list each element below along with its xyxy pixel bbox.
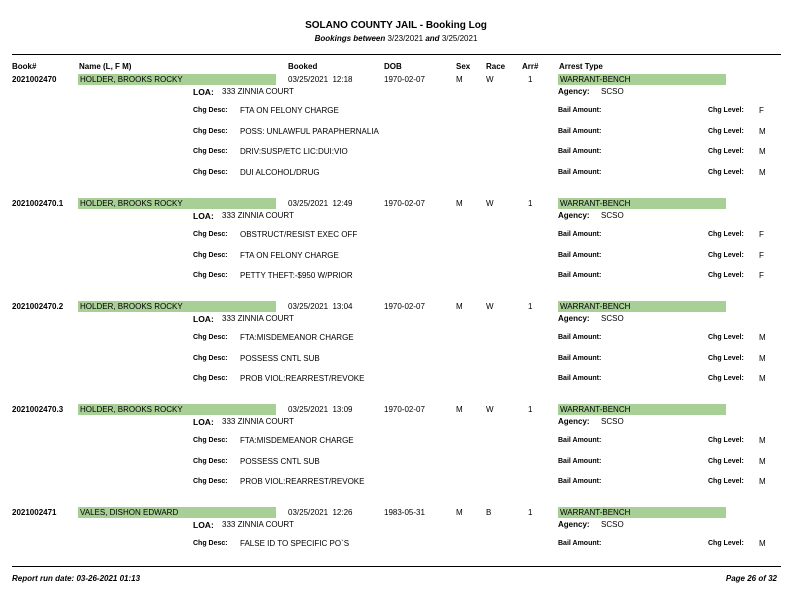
- booked-datetime: 03/25/2021 13:04: [288, 302, 353, 311]
- agency-label: Agency:: [558, 417, 590, 426]
- loa-label: LOA:: [193, 314, 214, 324]
- chg-desc-label: Chg Desc:: [193, 437, 228, 444]
- booked-datetime: 03/25/2021 12:26: [288, 508, 353, 517]
- agency-label: Agency:: [558, 314, 590, 323]
- loa-value: 333 ZINNIA COURT: [222, 314, 294, 323]
- chg-level-value: M: [759, 147, 766, 156]
- bail-amount-label: Bail Amount:: [558, 437, 602, 444]
- chg-desc-value: PETTY THEFT:-$950 W/PRIOR: [240, 271, 353, 280]
- dob-value: 1970-02-07: [384, 405, 425, 414]
- sex-value: M: [456, 405, 463, 414]
- book-number: 2021002470: [12, 75, 57, 84]
- agency-value: SCSO: [601, 417, 624, 426]
- chg-level-value: M: [759, 456, 766, 466]
- loa-label: LOA:: [193, 211, 214, 221]
- col-name: Name (L, F M): [79, 62, 132, 71]
- chg-level-label: Chg Level:: [708, 251, 744, 259]
- chg-level-label: Chg Level:: [708, 354, 744, 362]
- book-number: 2021002471: [12, 508, 57, 517]
- arrest-type-value: WARRANT-BENCH: [560, 405, 631, 414]
- arrest-type-value: WARRANT-BENCH: [560, 199, 631, 208]
- agency-value: SCSO: [601, 87, 624, 96]
- chg-level-label: Chg Level:: [708, 457, 744, 465]
- sex-value: M: [456, 302, 463, 311]
- report-run-date: Report run date: 03-26-2021 01:13: [12, 574, 141, 583]
- chg-level-label: Chg Level:: [708, 437, 744, 444]
- footer-rule: [12, 566, 781, 567]
- chg-desc-value: OBSTRUCT/RESIST EXEC OFF: [240, 230, 358, 239]
- agency-label: Agency:: [558, 87, 590, 96]
- bail-amount-label: Bail Amount:: [558, 334, 602, 341]
- chg-desc-label: Chg Desc:: [193, 272, 228, 279]
- bail-amount-label: Bail Amount:: [558, 107, 602, 114]
- chg-desc-value: PROB VIOL:REARREST/REVOKE: [240, 477, 365, 486]
- bail-amount-label: Bail Amount:: [558, 375, 602, 382]
- bail-amount-label: Bail Amount:: [558, 272, 602, 279]
- bail-amount-label: Bail Amount:: [558, 231, 602, 238]
- chg-desc-value: DRIV:SUSP/ETC LIC:DUI:VIO: [240, 147, 348, 156]
- chg-level-label: Chg Level:: [708, 231, 744, 238]
- loa-label: LOA:: [193, 520, 214, 530]
- agency-label: Agency:: [558, 211, 590, 220]
- col-race: Race: [486, 62, 506, 71]
- arrest-number: 1: [528, 405, 533, 414]
- race-value: W: [486, 75, 494, 84]
- chg-desc-label: Chg Desc:: [193, 127, 228, 135]
- inmate-name: HOLDER, BROOKS ROCKY: [80, 199, 183, 208]
- chg-level-value: F: [759, 250, 764, 260]
- col-arr: Arr#: [522, 62, 539, 71]
- inmate-name: HOLDER, BROOKS ROCKY: [80, 302, 183, 311]
- col-arrest-type: Arrest Type: [559, 62, 603, 71]
- loa-value: 333 ZINNIA COURT: [222, 211, 294, 220]
- chg-level-label: Chg Level:: [708, 375, 744, 382]
- chg-desc-value: PROB VIOL:REARREST/REVOKE: [240, 374, 365, 383]
- dob-value: 1970-02-07: [384, 75, 425, 84]
- sex-value: M: [456, 199, 463, 208]
- col-book: Book#: [12, 62, 37, 71]
- inmate-name: HOLDER, BROOKS ROCKY: [80, 405, 183, 414]
- chg-desc-value: FTA ON FELONY CHARGE: [240, 106, 339, 115]
- agency-value: SCSO: [601, 314, 624, 323]
- arrest-number: 1: [528, 508, 533, 517]
- chg-desc-label: Chg Desc:: [193, 457, 228, 465]
- chg-desc-value: DUI ALCOHOL/DRUG: [240, 167, 320, 177]
- arrest-type-value: WARRANT-BENCH: [560, 508, 631, 517]
- chg-level-label: Chg Level:: [708, 107, 744, 114]
- loa-value: 333 ZINNIA COURT: [222, 520, 294, 529]
- sex-value: M: [456, 75, 463, 84]
- chg-level-value: M: [759, 353, 766, 363]
- chg-desc-value: FTA ON FELONY CHARGE: [240, 250, 339, 260]
- chg-desc-label: Chg Desc:: [193, 107, 228, 114]
- chg-level-value: M: [759, 333, 766, 342]
- chg-desc-label: Chg Desc:: [193, 354, 228, 362]
- arrest-number: 1: [528, 302, 533, 311]
- bail-amount-label: Bail Amount:: [558, 251, 602, 259]
- chg-level-value: M: [759, 167, 766, 177]
- chg-level-value: M: [759, 477, 766, 486]
- chg-desc-value: FTA:MISDEMEANOR CHARGE: [240, 436, 354, 445]
- booked-datetime: 03/25/2021 13:09: [288, 405, 353, 414]
- loa-label: LOA:: [193, 417, 214, 427]
- chg-level-label: Chg Level:: [708, 148, 744, 155]
- arrest-number: 1: [528, 199, 533, 208]
- inmate-name: VALES, DISHON EDWARD: [80, 508, 179, 517]
- chg-level-value: F: [759, 106, 764, 115]
- chg-desc-label: Chg Desc:: [193, 375, 228, 382]
- chg-level-label: Chg Level:: [708, 334, 744, 341]
- subtitle-prefix: Bookings between: [314, 34, 386, 43]
- bail-amount-label: Bail Amount:: [558, 148, 602, 155]
- chg-level-value: F: [759, 271, 764, 280]
- loa-value: 333 ZINNIA COURT: [222, 87, 294, 96]
- agency-label: Agency:: [558, 520, 590, 529]
- chg-desc-label: Chg Desc:: [193, 334, 228, 341]
- race-value: W: [486, 405, 494, 414]
- arrest-type-value: WARRANT-BENCH: [560, 75, 631, 84]
- chg-desc-value: FTA:MISDEMEANOR CHARGE: [240, 333, 354, 342]
- bail-amount-label: Bail Amount:: [558, 540, 602, 547]
- col-sex: Sex: [456, 62, 471, 71]
- booked-datetime: 03/25/2021 12:18: [288, 75, 353, 84]
- chg-desc-label: Chg Desc:: [193, 148, 228, 155]
- inmate-name: HOLDER, BROOKS ROCKY: [80, 75, 183, 84]
- col-dob: DOB: [384, 62, 402, 71]
- book-number: 2021002470.3: [12, 405, 64, 414]
- chg-level-value: M: [759, 539, 766, 548]
- chg-level-value: M: [759, 436, 766, 445]
- bail-amount-label: Bail Amount:: [558, 354, 602, 362]
- chg-level-label: Chg Level:: [708, 272, 744, 279]
- bail-amount-label: Bail Amount:: [558, 127, 602, 135]
- subtitle-and: and: [425, 34, 440, 43]
- chg-desc-value: POSS: UNLAWFUL PARAPHERNALIA: [240, 126, 379, 136]
- date-from: 3/23/2021: [387, 34, 424, 43]
- loa-value: 333 ZINNIA COURT: [222, 417, 294, 426]
- agency-value: SCSO: [601, 520, 624, 529]
- chg-desc-value: POSSESS CNTL SUB: [240, 456, 320, 466]
- book-number: 2021002470.2: [12, 302, 64, 311]
- chg-level-label: Chg Level:: [708, 168, 744, 176]
- bail-amount-label: Bail Amount:: [558, 168, 602, 176]
- race-value: W: [486, 302, 494, 311]
- chg-desc-label: Chg Desc:: [193, 540, 228, 547]
- report-subtitle: [0, 34, 792, 43]
- date-to: 3/25/2021: [441, 34, 478, 43]
- book-number: 2021002470.1: [12, 199, 64, 208]
- chg-desc-label: Chg Desc:: [193, 251, 228, 259]
- dob-value: 1970-02-07: [384, 302, 425, 311]
- chg-level-label: Chg Level:: [708, 478, 744, 485]
- chg-desc-label: Chg Desc:: [193, 231, 228, 238]
- chg-desc-label: Chg Desc:: [193, 168, 228, 176]
- bail-amount-label: Bail Amount:: [558, 457, 602, 465]
- chg-desc-label: Chg Desc:: [193, 478, 228, 485]
- chg-level-label: Chg Level:: [708, 127, 744, 135]
- report-title: SOLANO COUNTY JAIL - Booking Log: [305, 20, 487, 31]
- page-number: Page 26 of 32: [725, 574, 777, 583]
- booked-datetime: 03/25/2021 12:49: [288, 199, 353, 208]
- race-value: W: [486, 199, 494, 208]
- bail-amount-label: Bail Amount:: [558, 478, 602, 485]
- chg-level-label: Chg Level:: [708, 540, 744, 547]
- arrest-type-value: WARRANT-BENCH: [560, 302, 631, 311]
- chg-desc-value: POSSESS CNTL SUB: [240, 353, 320, 363]
- dob-value: 1970-02-07: [384, 199, 425, 208]
- chg-desc-value: FALSE ID TO SPECIFIC PO`S: [240, 539, 350, 548]
- agency-value: SCSO: [601, 211, 624, 220]
- sex-value: M: [456, 508, 463, 517]
- chg-level-value: M: [759, 374, 766, 383]
- chg-level-value: M: [759, 126, 766, 136]
- header-rule: [12, 54, 781, 55]
- loa-label: LOA:: [193, 87, 214, 97]
- chg-level-value: F: [759, 230, 764, 239]
- arrest-number: 1: [528, 75, 533, 84]
- col-booked: Booked: [288, 62, 318, 71]
- race-value: B: [486, 508, 492, 517]
- dob-value: 1983-05-31: [384, 508, 425, 517]
